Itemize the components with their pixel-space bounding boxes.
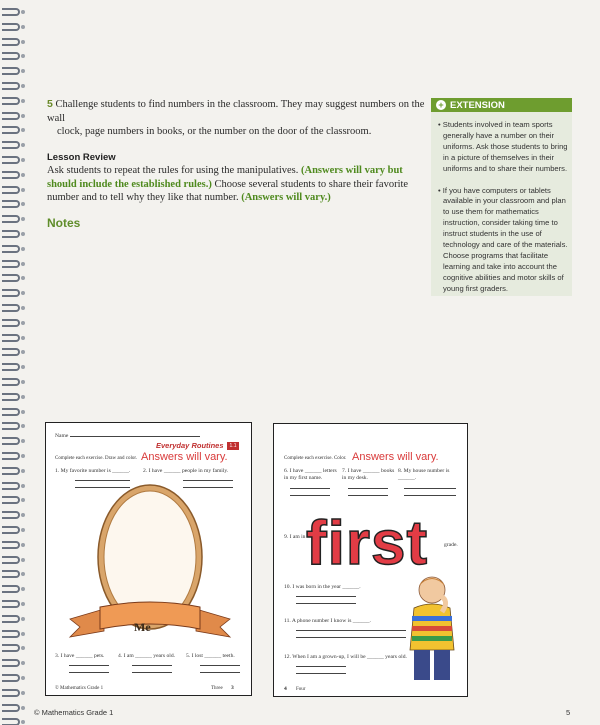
extension-bullet: • Students involved in team sports generally have a number on their uniforms. Ask those students to bring in a picture of themselves in their uniforms and to share their numbers. (438, 120, 568, 173)
lesson-review-heading: Lesson Review (47, 151, 116, 163)
binding-hole (21, 513, 25, 517)
spiral-ring (2, 126, 20, 134)
spiral-ring (2, 334, 20, 342)
binding-hole (21, 543, 25, 547)
spiral-ring (2, 8, 20, 16)
spiral-ring (2, 630, 20, 638)
binding-hole (21, 306, 25, 310)
workbook-page-4 (273, 423, 468, 697)
binding-hole (21, 410, 25, 414)
banner-label: Me (134, 620, 151, 634)
binding-hole (21, 632, 25, 636)
binding-hole (21, 128, 25, 132)
exercise-9-end: grade. (444, 542, 458, 548)
spiral-ring (2, 186, 20, 194)
binding-hole (21, 232, 25, 236)
lesson-content (47, 98, 432, 230)
spiral-ring (2, 304, 20, 312)
left-answers-note: Answers will vary. (141, 451, 228, 463)
binding-hole (21, 158, 25, 162)
spiral-ring (2, 82, 20, 90)
spiral-ring (2, 141, 20, 149)
binding-hole (21, 454, 25, 458)
binding-hole (21, 558, 25, 562)
spiral-ring (2, 674, 20, 682)
spiral-ring (2, 718, 20, 725)
spiral-ring (2, 23, 20, 31)
spiral-ring (2, 378, 20, 386)
routine-title: Everyday Routines (156, 441, 224, 450)
exercise-7: 7. I have ______ books in my desk. (342, 468, 397, 496)
binding-hole (21, 114, 25, 118)
spiral-ring (2, 585, 20, 593)
binding-hole (21, 365, 25, 369)
spiral-ring (2, 171, 20, 179)
binding-hole (21, 484, 25, 488)
binding-hole (21, 69, 25, 73)
spiral-ring (2, 274, 20, 282)
spiral-ring (2, 556, 20, 564)
exercise-3: 3. I have ______ pets. (55, 653, 115, 673)
routine-badge: 1.1 (227, 442, 240, 450)
left-page-number: 3 (231, 685, 234, 691)
exercise-5: 5. I lost ______ teeth. (186, 653, 248, 673)
workbook-page-3 (45, 422, 252, 696)
spiral-ring (2, 511, 20, 519)
binding-hole (21, 528, 25, 532)
binding-hole (21, 262, 25, 266)
review-answer-1: (Answers will vary but should include the established rules.) (47, 165, 403, 190)
binding-hole (21, 336, 25, 340)
exercise-4: 4. I am ______ years old. (118, 653, 183, 673)
left-footer-word: Three (211, 686, 223, 691)
binding-hole (21, 587, 25, 591)
binding-hole (21, 10, 25, 14)
spiral-ring (2, 289, 20, 297)
binding-hole (21, 661, 25, 665)
binding-hole (21, 720, 25, 724)
extension-title: EXTENSION (450, 99, 505, 111)
spiral-ring (2, 408, 20, 416)
spiral-ring (2, 689, 20, 697)
binding-hole (21, 202, 25, 206)
binding-hole (21, 617, 25, 621)
step-5-text: Challenge students to find numbers in the classroom. They may suggest numbers on the wall (47, 99, 425, 124)
spiral-ring (2, 363, 20, 371)
binding-hole (21, 54, 25, 58)
spiral-ring (2, 215, 20, 223)
page-footer-left: © Mathematics Grade 1 (34, 708, 114, 717)
spiral-ring (2, 260, 20, 268)
extension-box (431, 98, 572, 296)
spiral-ring (2, 659, 20, 667)
spiral-ring (2, 112, 20, 120)
right-instructions: Complete each exercise. Color. (284, 456, 347, 461)
binding-hole (21, 217, 25, 221)
spiral-ring (2, 644, 20, 652)
lesson-review-text (47, 164, 432, 205)
plus-circle-icon: + (436, 100, 446, 110)
notes-heading: Notes (47, 215, 81, 230)
binding-hole (21, 676, 25, 680)
left-instructions: Complete each exercise. Draw and color. (55, 456, 138, 461)
exercise-9-start: 9. I am in (284, 534, 306, 540)
step-5-text-continued: clock, page numbers in books, or the number on the door of the classroom. (57, 126, 372, 137)
thinking-boy-illustration (402, 570, 464, 682)
routine-header (156, 441, 239, 450)
page-footer-number: 5 (566, 708, 571, 717)
spiral-ring (2, 615, 20, 623)
binding-hole (21, 143, 25, 147)
spiral-ring (2, 496, 20, 504)
spiral-ring (2, 156, 20, 164)
binding-hole (21, 99, 25, 103)
spiral-ring (2, 393, 20, 401)
binding-hole (21, 291, 25, 295)
spiral-ring (2, 422, 20, 430)
extension-header (431, 98, 572, 112)
spiral-ring (2, 67, 20, 75)
review-answer-2: (Answers will vary.) (241, 192, 331, 203)
spiral-ring (2, 526, 20, 534)
binding-hole (21, 247, 25, 251)
binding-hole (21, 498, 25, 502)
review-text-1: Ask students to repeat the rules for using the manipulatives. (47, 165, 299, 176)
spiral-binding (0, 0, 26, 725)
binding-hole (21, 395, 25, 399)
spiral-ring (2, 348, 20, 356)
spiral-ring (2, 38, 20, 46)
lesson-step-5 (47, 98, 432, 139)
spiral-ring (2, 452, 20, 460)
binding-hole (21, 439, 25, 443)
binding-hole (21, 321, 25, 325)
right-page-number: 4 (284, 686, 287, 692)
extension-bullet: • If you have computers or tablets available in your classroom and plan to use them for mathematics instruction, consider taking time to instruct students in the use of technology and care of the materials. Choose programs that facilitate learning and take into account the cognitive abilities and motor skills of young first graders. (438, 185, 568, 293)
spiral-ring (2, 600, 20, 608)
spiral-ring (2, 437, 20, 445)
binding-hole (21, 276, 25, 280)
binding-hole (21, 40, 25, 44)
binding-hole (21, 469, 25, 473)
spiral-ring (2, 570, 20, 578)
exercise-11: 11. A phone number I know is ______. (284, 618, 409, 638)
binding-hole (21, 646, 25, 650)
binding-hole (21, 572, 25, 576)
spiral-ring (2, 97, 20, 105)
binding-hole (21, 424, 25, 428)
spiral-ring (2, 467, 20, 475)
right-footer-word: Four (296, 687, 306, 692)
binding-hole (21, 602, 25, 606)
exercise-10: 10. I was born in the year ______. (284, 584, 404, 604)
binding-hole (21, 350, 25, 354)
name-label: Name (55, 433, 200, 439)
spiral-ring (2, 52, 20, 60)
exercise-6: 6. I have ______ letters in my first name. (284, 468, 342, 496)
review-text-2: Choose several students to share their favorite number and to tell why they like that number. (47, 178, 409, 203)
spiral-ring (2, 230, 20, 238)
binding-hole (21, 84, 25, 88)
exercise-8: 8. My house number is ______. (398, 468, 464, 496)
step-number: 5 (47, 98, 53, 110)
spiral-ring (2, 541, 20, 549)
spiral-ring (2, 245, 20, 253)
binding-hole (21, 173, 25, 177)
exercise-2: 2. I have ______ people in my family. (143, 468, 243, 488)
exercise-1: 1. My favorite number is ______. (55, 468, 143, 488)
left-footer-text: © Mathematics Grade 1 (55, 686, 104, 691)
spiral-ring (2, 319, 20, 327)
first-word-art: first (306, 509, 429, 578)
spiral-ring (2, 482, 20, 490)
binding-hole (21, 25, 25, 29)
exercise-12: 12. When I am a grown-up, I will be ______ years old. (284, 654, 414, 674)
binding-hole (21, 188, 25, 192)
spiral-ring (2, 200, 20, 208)
binding-hole (21, 706, 25, 710)
spiral-ring (2, 704, 20, 712)
right-answers-note: Answers will vary. (352, 451, 439, 463)
binding-hole (21, 380, 25, 384)
binding-hole (21, 691, 25, 695)
extension-list (431, 112, 572, 295)
